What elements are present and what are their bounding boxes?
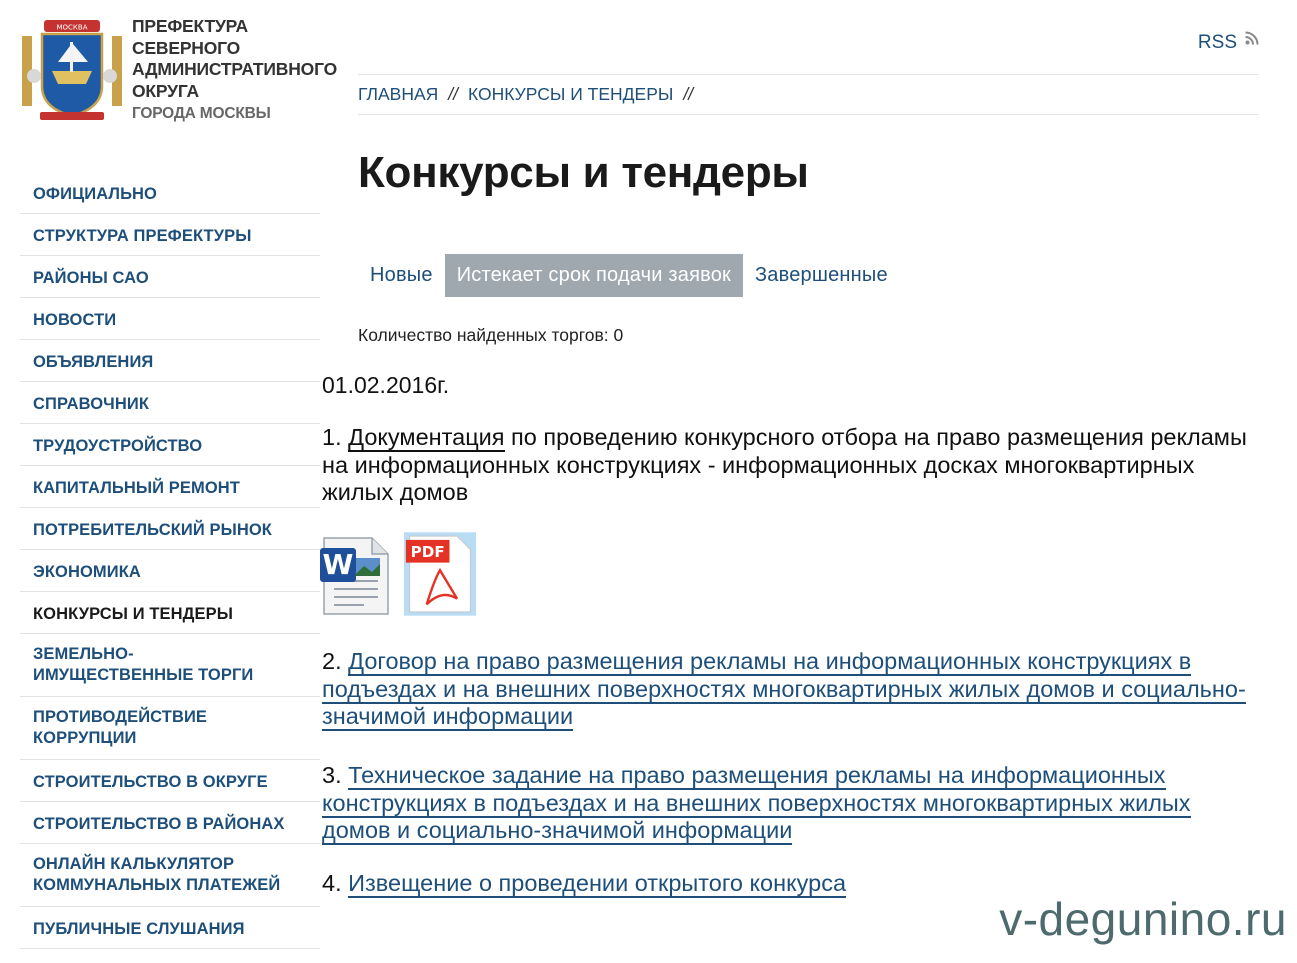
sidebar-item-land-auctions[interactable] [20, 634, 320, 697]
rss-icon [1245, 31, 1259, 45]
list-item [322, 424, 1262, 507]
publication-date: 01.02.2016г. [322, 372, 450, 398]
pdf-document-icon[interactable] [404, 530, 476, 618]
sidebar-item-label: ЗЕМЕЛЬНО- [33, 645, 134, 663]
technical-task-link[interactable]: Техническое задание на право размещения рекламы на информационных конструкциях в подъездах и на внешних поверхностях многоквартирных жилых домов и социально-значимой информации [322, 762, 1191, 843]
contract-link[interactable]: Договор на право размещения рекламы на информационных конструкциях в подъездах и на внешних поверхностях многоквартирных жилых домов и социально-значимой информации [322, 648, 1246, 729]
list-item [322, 648, 1262, 731]
breadcrumb-separator: // [448, 84, 459, 104]
list-item [322, 762, 1262, 845]
sidebar-item-anti-corruption[interactable] [20, 697, 320, 760]
word-document-icon[interactable] [320, 530, 392, 618]
sidebar-item-construction-areas[interactable]: СТРОИТЕЛЬСТВО В РАЙОНАХ [20, 802, 320, 844]
org-name [132, 16, 337, 102]
sidebar-item-prefecture-structure[interactable]: СТРУКТУРА ПРЕФЕКТУРЫ [20, 214, 320, 256]
sidebar-item-directory[interactable]: СПРАВОЧНИК [20, 382, 320, 424]
file-downloads [320, 530, 476, 618]
rss-link[interactable] [1198, 32, 1259, 54]
found-count: Количество найденных торгов: 0 [358, 325, 624, 345]
item-number: 1. [322, 424, 342, 450]
item-description: по проведению конкурсного отбора на право размещения рекламы на информационных конструкциях - информационных досках многоквартирных жилых домов [322, 424, 1247, 505]
item-number: 2. [322, 648, 342, 674]
org-name-line: ОКРУГА [132, 80, 199, 101]
page-title: Конкурсы и тендеры [358, 148, 809, 197]
org-name-line: АДМИНИСТРАТИВНОГО [132, 59, 337, 79]
breadcrumb-tenders[interactable]: КОНКУРСЫ И ТЕНДЕРЫ [468, 84, 674, 104]
org-city: ГОРОДА МОСКВЫ [132, 105, 271, 122]
tab-new[interactable]: Новые [370, 264, 433, 286]
sidebar-item-economy[interactable]: ЭКОНОМИКА [20, 550, 320, 592]
svg-text:МОСКВА: МОСКВА [56, 23, 88, 32]
sidebar-item-announcements[interactable]: ОБЪЯВЛЕНИЯ [20, 340, 320, 382]
coat-of-arms-icon [22, 16, 122, 124]
tender-tabs [358, 254, 900, 297]
site-logo[interactable] [20, 14, 337, 129]
item-number: 3. [322, 762, 342, 788]
item-number: 4. [322, 870, 342, 896]
sidebar-item-consumer-market[interactable]: ПОТРЕБИТЕЛЬСКИЙ РЫНОК [20, 508, 320, 550]
sidebar-item-label: ПРОТИВОДЕЙСТВИЕ [33, 708, 208, 726]
breadcrumb-home[interactable]: ГЛАВНАЯ [358, 84, 439, 104]
sidebar-item-districts[interactable]: РАЙОНЫ САО [20, 256, 320, 298]
documentation-link[interactable]: Документация [348, 424, 505, 450]
rss-label: RSS [1197, 32, 1237, 53]
org-name-line: СЕВЕРНОГО [132, 37, 241, 58]
sidebar-item-official[interactable]: ОФИЦИАЛЬНО [20, 172, 320, 214]
sidebar-item-label: ОНЛАЙН КАЛЬКУЛЯТОР [33, 855, 235, 873]
sidebar-item-tenders[interactable]: КОНКУРСЫ И ТЕНДЕРЫ [20, 592, 320, 634]
header-divider [358, 74, 1259, 75]
sidebar-item-label: КОРРУПЦИИ [33, 729, 137, 747]
sidebar-item-news[interactable]: НОВОСТИ [20, 298, 320, 340]
tab-completed[interactable]: Завершенные [755, 264, 888, 286]
sidebar-item-major-repair[interactable]: КАПИТАЛЬНЫЙ РЕМОНТ [20, 466, 320, 508]
sidebar-item-construction-district[interactable]: СТРОИТЕЛЬСТВО В ОКРУГЕ [20, 760, 320, 802]
breadcrumb [358, 84, 693, 105]
breadcrumb-divider [358, 114, 1259, 115]
org-name-line: ПРЕФЕКТУРА [132, 16, 248, 36]
notice-link[interactable]: Извещение о проведении открытого конкурса [348, 870, 847, 896]
breadcrumb-separator: // [683, 84, 694, 104]
sidebar-item-label: КОММУНАЛЬНЫХ ПЛАТЕЖЕЙ [33, 876, 281, 894]
svg-text:PDF: PDF [410, 542, 445, 561]
svg-text:W: W [322, 548, 354, 581]
sidebar-nav [20, 172, 320, 949]
sidebar-item-employment[interactable]: ТРУДОУСТРОЙСТВО [20, 424, 320, 466]
watermark: v-degunino.ru [999, 893, 1287, 945]
tab-expiring[interactable]: Истекает срок подачи заявок [445, 254, 743, 297]
sidebar-item-utility-calculator[interactable] [20, 844, 320, 907]
sidebar-item-public-hearings[interactable]: ПУБЛИЧНЫЕ СЛУШАНИЯ [20, 907, 320, 949]
sidebar-item-label: ИМУЩЕСТВЕННЫЕ ТОРГИ [33, 666, 254, 684]
